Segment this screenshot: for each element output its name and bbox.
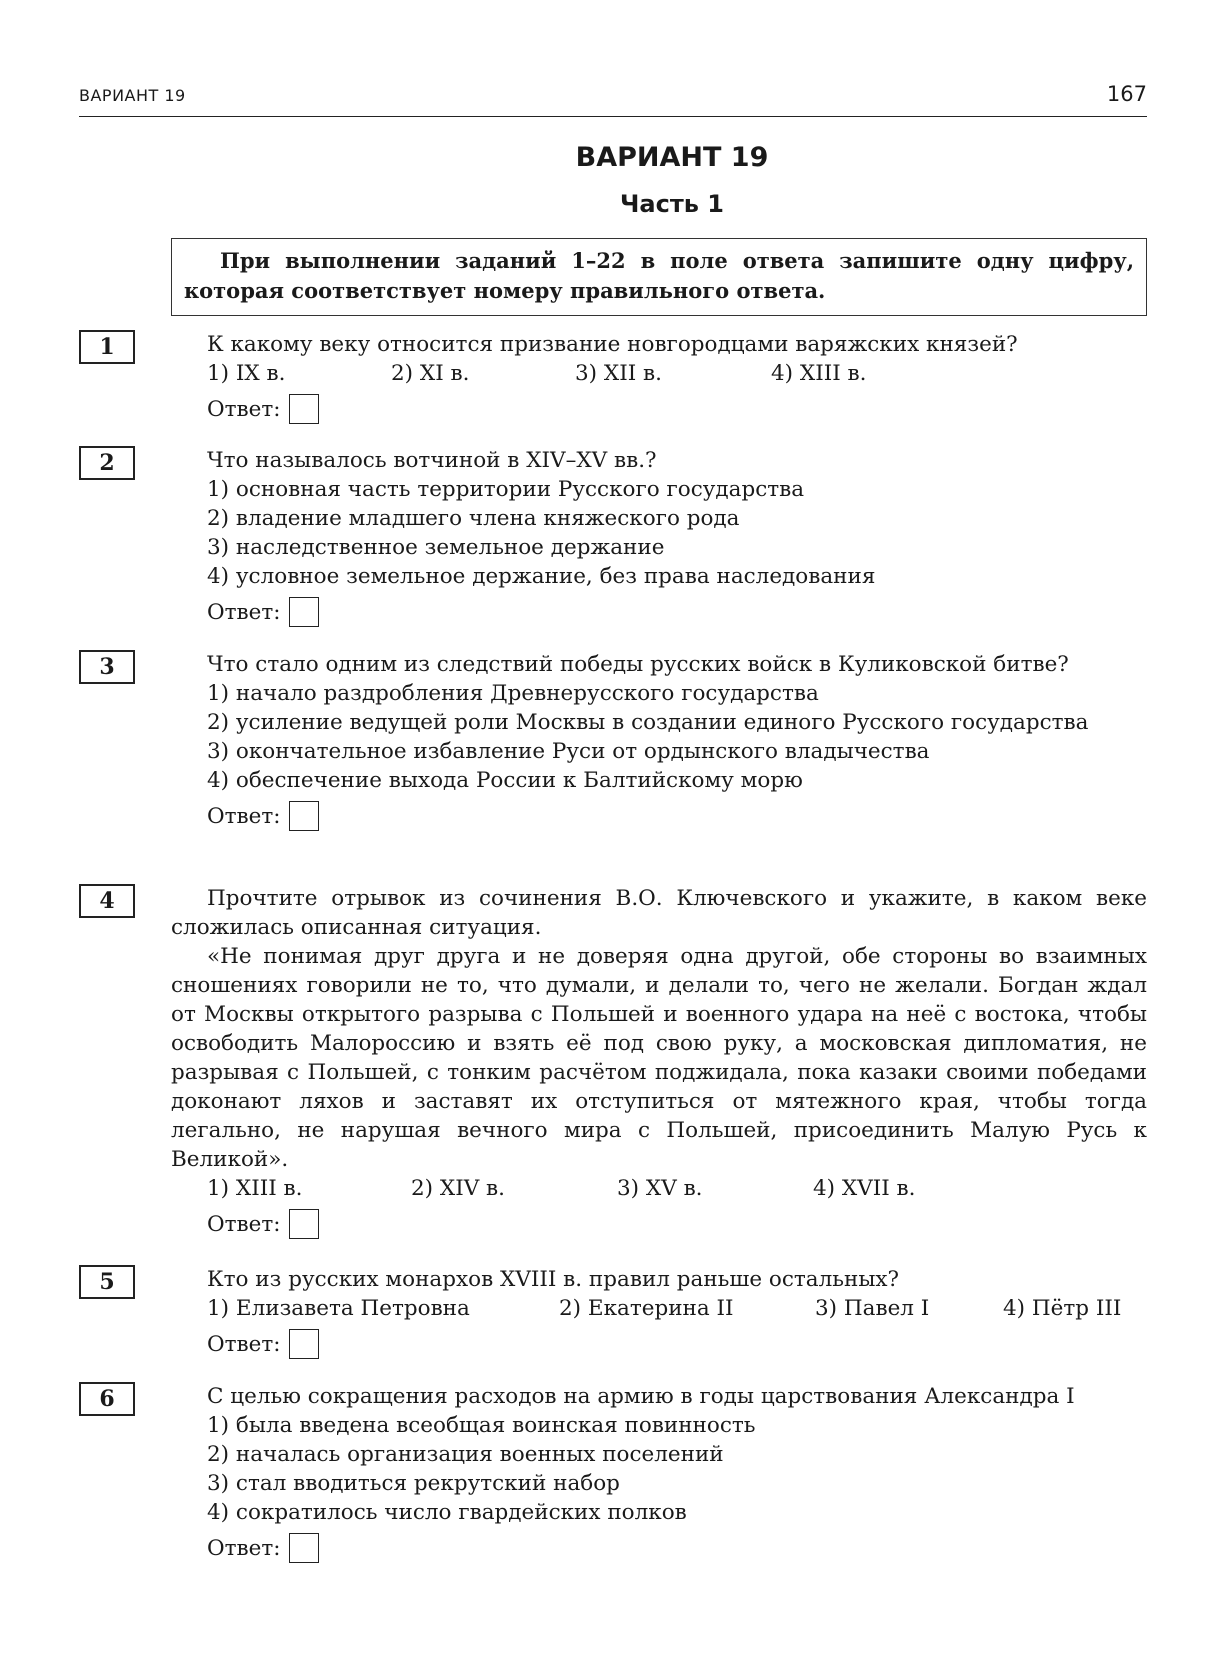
option: 3) XV в.	[617, 1176, 703, 1201]
options-row	[207, 1294, 1147, 1323]
option: 1) была введена всеобщая воинская повинность	[207, 1413, 756, 1438]
task-body	[171, 446, 1147, 627]
answer-box[interactable]	[289, 1329, 319, 1359]
quote-text: «Не понимая друг друга и не доверяя одна другой, обе стороны во взаимных сношениях говорили не то, что думали, и делали то, чего не желали. Богдан ждал от Москвы открытого разрыва с Польшей и военного удара на неё с востока, чтобы освободить Малороссию и взять её под свою руку, а московская дипломатия, не разрывая с Польшей, с тонким расчётом поджидала, пока казаки своими победами доконают ляхов и заставят их отступиться от мятежного края, чтобы тогда легально, не нарушая вечного мира с Польшей, присоединить Малую Русь к Великой».	[171, 944, 1147, 1172]
answer-label: Ответ:	[207, 803, 281, 829]
task-number: 5	[79, 1265, 135, 1299]
answer-box[interactable]	[289, 1533, 319, 1563]
option: 3) наследственное земельное держание	[207, 535, 665, 560]
part-title: Часть 1	[620, 190, 724, 218]
option: 2) началась организация военных поселений	[207, 1442, 724, 1467]
instruction-box: При выполнении заданий 1–22 в поле ответа запишите одну цифру, которая соответствует номеру правильного ответа.	[171, 238, 1147, 316]
task-number: 4	[79, 884, 135, 918]
options-row	[207, 359, 1147, 388]
option: 1) XIII в.	[207, 1176, 303, 1201]
option: 4) обеспечение выхода России к Балтийскому морю	[207, 768, 803, 793]
option: 2) усиление ведущей роли Москвы в создании единого Русского государства	[207, 710, 1089, 735]
question-text: К какому веку относится призвание новгородцами варяжских князей?	[207, 332, 1018, 357]
answer-box[interactable]	[289, 394, 319, 424]
option: 4) XVII в.	[813, 1176, 916, 1201]
answer-row	[207, 1329, 1147, 1359]
answer-label: Ответ:	[207, 396, 281, 422]
task-body	[171, 1382, 1147, 1563]
option: 2) Екатерина II	[559, 1296, 734, 1321]
option: 4) Пётр III	[1003, 1296, 1122, 1321]
answer-row	[207, 1209, 1147, 1239]
option: 2) XIV в.	[411, 1176, 505, 1201]
page-number: 167	[1106, 82, 1147, 106]
options-row	[207, 1174, 1147, 1203]
answer-row	[207, 801, 1147, 831]
option: 3) Павел I	[815, 1296, 930, 1321]
variant-title: ВАРИАНТ 19	[575, 142, 769, 173]
answer-box[interactable]	[289, 1209, 319, 1239]
question-text: С целью сокращения расходов на армию в годы царствования Александра I	[207, 1384, 1075, 1409]
question-text: Кто из русских монархов XVIII в. правил раньше остальных?	[207, 1267, 900, 1292]
question-text: Что называлось вотчиной в XIV–XV вв.?	[207, 448, 657, 473]
option: 3) стал вводиться рекрутский набор	[207, 1471, 620, 1496]
option: 1) Елизавета Петровна	[207, 1296, 470, 1321]
task-number: 2	[79, 446, 135, 480]
answer-row	[207, 1533, 1147, 1563]
answer-label: Ответ:	[207, 599, 281, 625]
option: 4) условное земельное держание, без права наследования	[207, 564, 876, 589]
option: 3) окончательное избавление Руси от ордынского владычества	[207, 739, 930, 764]
answer-row	[207, 597, 1147, 627]
option: 1) начало раздробления Древнерусского государства	[207, 681, 819, 706]
task-body	[171, 650, 1147, 831]
task-body	[171, 330, 1147, 424]
answer-label: Ответ:	[207, 1535, 281, 1561]
question-text: Что стало одним из следствий победы русских войск в Куликовской битве?	[207, 652, 1069, 677]
option: 1) IX в.	[207, 361, 286, 386]
answer-label: Ответ:	[207, 1211, 281, 1237]
option: 2) владение младшего члена княжеского рода	[207, 506, 740, 531]
option: 4) сократилось число гвардейских полков	[207, 1500, 687, 1525]
task-number: 1	[79, 330, 135, 364]
option: 3) XII в.	[575, 361, 662, 386]
option: 2) XI в.	[391, 361, 470, 386]
running-title: ВАРИАНТ 19	[79, 86, 186, 105]
answer-box[interactable]	[289, 801, 319, 831]
question-text: Прочтите отрывок из сочинения В.О. Ключевского и укажите, в каком веке сложилась описанная ситуация.	[171, 886, 1147, 940]
answer-box[interactable]	[289, 597, 319, 627]
task-body	[171, 884, 1147, 1239]
page-header	[79, 82, 1147, 117]
task-body	[171, 1265, 1147, 1359]
option: 1) основная часть территории Русского государства	[207, 477, 805, 502]
task-number: 3	[79, 650, 135, 684]
answer-label: Ответ:	[207, 1331, 281, 1357]
task-number: 6	[79, 1382, 135, 1416]
option: 4) XIII в.	[771, 361, 867, 386]
answer-row	[207, 394, 1147, 424]
